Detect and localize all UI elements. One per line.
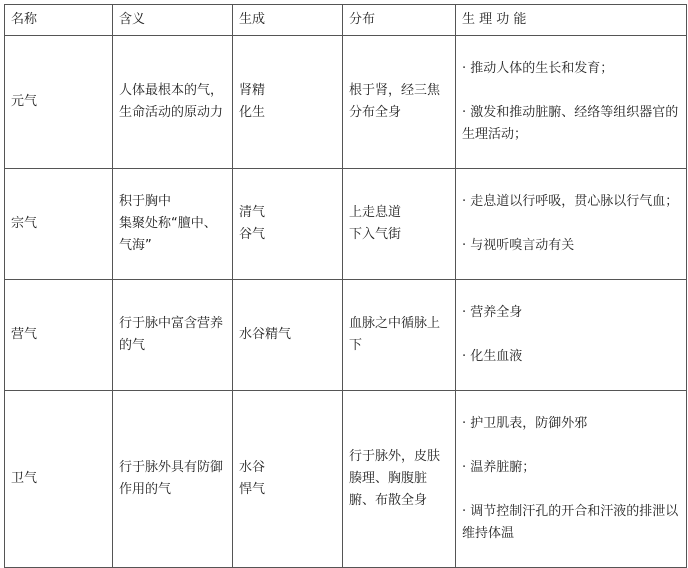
cell-generation: 肾精 化生 [233,36,343,169]
header-generation: 生成 [233,5,343,36]
cell-meaning: 人体最根本的气，生命活动的原动力 [113,36,233,169]
function-item: · 推动人体的生长和发育； [462,61,614,76]
header-row [5,5,687,36]
cell-generation: 水谷 悍气 [233,391,343,568]
cell-distribution: 根于肾，经三焦分布全身 [343,36,456,169]
table-row [5,280,687,391]
cell-functions [456,391,687,568]
function-item: · 温养脏腑； [462,460,536,475]
function-item: · 与视听嗅言动有关 [462,238,575,253]
function-item: · 营养全身 [462,305,523,320]
cell-functions [456,169,687,280]
cell-distribution: 上走息道 下入气街 [343,169,456,280]
table-row [5,36,687,169]
function-item: · 走息道以行呼吸，贯心脉以行气血； [462,194,679,209]
table-row [5,169,687,280]
cell-meaning: 行于脉中富含营养的气 [113,280,233,391]
function-item: · 激发和推动脏腑、经络等组织器官的生理活动； [462,105,679,142]
qi-comparison-table [4,4,687,568]
header-functions: 生 理 功 能 [456,5,687,36]
cell-meaning: 积于胸中 集聚处称“膻中、气海” [113,169,233,280]
cell-generation: 水谷精气 [233,280,343,391]
cell-name: 元气 [5,36,113,169]
header-name: 名称 [5,5,113,36]
table-row [5,391,687,568]
cell-distribution: 血脉之中循脉上下 [343,280,456,391]
cell-functions [456,36,687,169]
function-item: · 调节控制汗孔的开合和汗液的排泄以维持体温 [462,504,679,541]
cell-name: 卫气 [5,391,113,568]
cell-functions [456,280,687,391]
cell-meaning: 行于脉外具有防御作用的气 [113,391,233,568]
cell-name: 宗气 [5,169,113,280]
header-distribution: 分布 [343,5,456,36]
function-item: · 化生血液 [462,349,523,364]
header-meaning: 含义 [113,5,233,36]
function-item: · 护卫肌表，防御外邪 [462,416,588,431]
cell-distribution: 行于脉外，皮肤腠理、胸腹脏腑、布散全身 [343,391,456,568]
cell-generation: 清气 谷气 [233,169,343,280]
cell-name: 营气 [5,280,113,391]
